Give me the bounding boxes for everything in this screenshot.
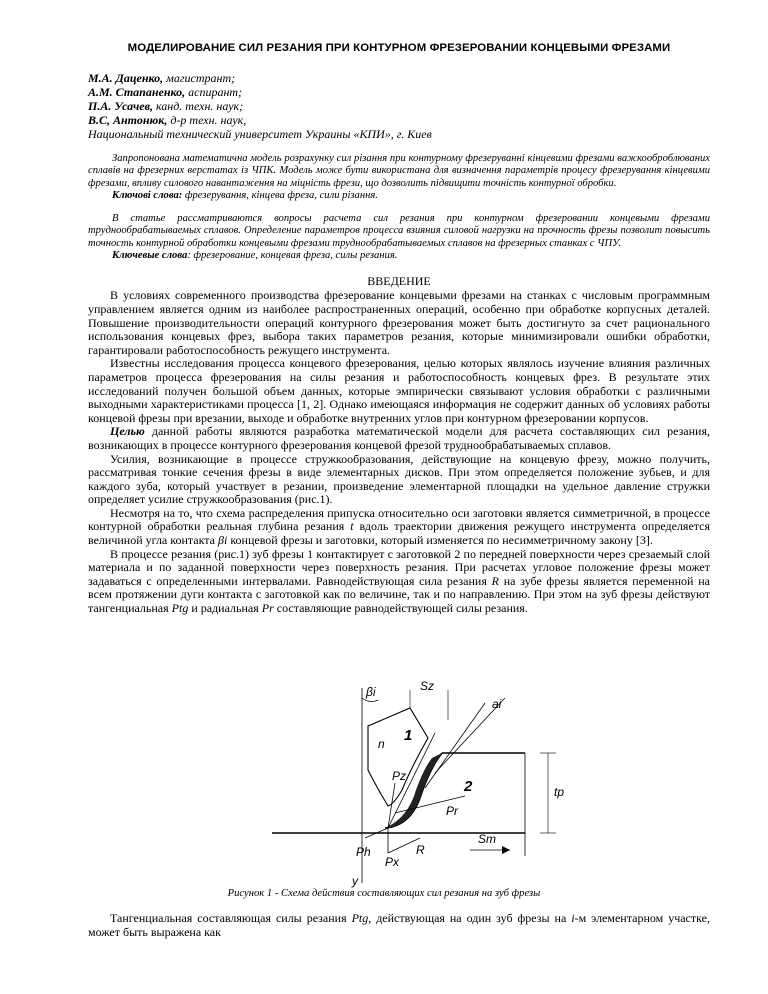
author-line bbox=[88, 113, 710, 127]
paragraph-text: Тангенциальная составляющая силы резания bbox=[110, 911, 352, 925]
paragraph: Известны исследования процесса концевого фрезерования, целью которых являлось изучение влияния различных параметров процесса фрезерования на силы резания и работоспособность концевых фрез. В результате этих исследований получен большой объем данных, которые эмпирически связывают условия обработки с различными выходными характеристиками процесса [1, 2]. Однако имеющаяся информация не содержит данных об условиях работы концевой фрезы при врезании, выходе и обработке внутренних углов при контурном фрезеровании корпусов. bbox=[88, 356, 710, 425]
symbol: Pr bbox=[261, 601, 274, 616]
label-px: Px bbox=[385, 855, 400, 869]
symbol: βi bbox=[218, 533, 228, 548]
paragraph-text: составляющие равнодействующей силы резания. bbox=[273, 601, 528, 616]
author-role: аспирант; bbox=[185, 85, 243, 99]
paragraph-text: -м элементарном участке, может быть выражена как bbox=[88, 911, 710, 939]
keywords-text: : фрезерование, концевая фреза, силы резания. bbox=[187, 250, 398, 262]
label-r: R bbox=[416, 843, 425, 857]
direction-line-a bbox=[425, 703, 485, 788]
keywords-text: фрезерування, кінцева фреза, сили різання. bbox=[182, 189, 378, 201]
symbol: t bbox=[350, 519, 354, 534]
label-tooth-1: 1 bbox=[404, 727, 413, 744]
label-ph: Ph bbox=[356, 845, 371, 859]
label-y: y bbox=[352, 874, 358, 888]
label-sz: Sz bbox=[420, 679, 435, 693]
paragraph-text: В процессе резания (рис.1) зуб фрезы 1 контактирует с заготовкой 2 по передней поверхности через срезаемый слой материала и по заданной поверхности через поверхность резания. При расчетах угловое положение фрезы может задаваться с определенными интервалами. Равнодействующая сила резания bbox=[88, 546, 710, 588]
paragraph bbox=[88, 507, 710, 548]
keywords-label: Ключові слова: bbox=[112, 189, 183, 201]
label-tp: tp bbox=[554, 785, 565, 799]
article bbox=[88, 34, 710, 616]
keywords-ua bbox=[88, 190, 710, 202]
paragraph-text: на зубе фрезы является переменной на всем протяжении дуги контакта с заготовкой как по величине, так и по направлению. При этом на зуб фрезы действуют тангенциальная bbox=[88, 573, 710, 616]
author-role: д-р техн. наук, bbox=[167, 113, 247, 127]
paragraph: Усилия, возникающие в процессе стружкообразования, действующие на концевую фрезу, можно получить, рассматривая тонкие сечения фрезы в виде элементарных дисков. При этом определяется положение зубьев, и для каждого зуба, который участвует в резании, произведение элементарной площадки на удельное давление стружки определяет усилие стружкообразования (рис.1). bbox=[88, 451, 710, 507]
paragraph-text: концевой фрезы и заготовки, который изменяется по несимметричному закону [3]. bbox=[227, 533, 653, 548]
author-line bbox=[88, 99, 710, 113]
abstract-ua: Запропонована математична модель розрахунку сил різання при контурному фрезеруванні кінцевими фрезами важкооброблюваних сплавів на фрезерних верстатах із ЧПК. Модель може бути використана для визначення параметрів процесу фрезерування кінцевими фрезами, впливу силового навантаження на міцність фрези, що дозволить підвищити точність контурної обробки. bbox=[88, 153, 710, 189]
paragraph-text: и радиальная bbox=[188, 601, 262, 616]
author-list bbox=[88, 71, 710, 141]
abstract-ru: В статье рассматриваются вопросы расчета сил резания при контурном фрезеровании концевыми фрезами труднообрабатываемых сплавов. Определение параметров процесса взияния силовой нагрузки на прочность фрезы позволит повысить точность контурной обработки концевыми фрезами труднообрабатываемых сплавов на фрезерных станках с ЧПУ. bbox=[88, 213, 710, 249]
label-pr: Pr bbox=[446, 804, 458, 818]
label-sm: Sm bbox=[478, 832, 496, 846]
author-name: А.М. Стапаненко, bbox=[88, 85, 186, 99]
keywords-ru bbox=[88, 250, 710, 262]
symbol: i bbox=[571, 911, 575, 925]
symbol: Ptg bbox=[171, 601, 189, 616]
paragraph-text: Несмотря на то, что схема распределения припуска относительно оси заготовки является симметричной, в процессе контурной обработки реальная глубина резания bbox=[88, 505, 710, 534]
author-line bbox=[88, 85, 710, 99]
paragraph bbox=[88, 548, 710, 616]
author-name: В.С, Антонюк, bbox=[88, 113, 168, 127]
author-role: магистрант; bbox=[163, 71, 236, 85]
author-name: М.А. Даценко, bbox=[88, 71, 164, 85]
paragraph: В условиях современного производства фрезерование концевыми фрезами на станках с числовым программным управлением является одним из наиболее распространенных операций, особенно при обработке корпусных деталей. Повышение производительности операций контурного фрезерования может быть достигнуто за счет рационального использования концевых фрез, выбора таких параметров резания, которые минимизировали ошибки обработки, гарантировали работоспособность режущего инструмента. bbox=[88, 288, 710, 357]
figure-caption: Рисунок 1 - Схема действия составляющих сил резания на зуб фрезы bbox=[227, 888, 541, 899]
section-heading: ВВЕДЕНИЕ bbox=[367, 274, 431, 289]
author-name: П.А. Усачев, bbox=[88, 99, 153, 113]
label-beta: βi bbox=[366, 685, 376, 699]
symbol: Ptg bbox=[351, 911, 369, 925]
paragraph-text: данной работы являются разработка математической модели для расчета составляющих сил резания, возникающих в процессе контурного фрезерования концевой фрезой труднообрабатываемых сплавов. bbox=[88, 424, 710, 452]
author-role: канд. техн. наук; bbox=[152, 99, 244, 113]
figure-cutting-forces-diagram bbox=[180, 678, 580, 888]
feed-arrow-head bbox=[502, 846, 510, 854]
article-title: МОДЕЛИРОВАНИЕ СИЛ РЕЗАНИЯ ПРИ КОНТУРНОМ ФРЕЗЕРОВАНИИ КОНЦЕВЫМИ ФРЕЗАМИ bbox=[127, 42, 671, 54]
paragraph-text: , действующая на один зуб фрезы на bbox=[368, 911, 572, 925]
paragraph-text: вдоль траектории движения режущего инструмента определяется величиной угла контакта bbox=[88, 519, 711, 548]
post-figure-text bbox=[88, 912, 710, 939]
author-line bbox=[88, 71, 710, 85]
label-n: n bbox=[378, 737, 385, 751]
symbol: R bbox=[491, 573, 499, 588]
paragraph bbox=[88, 425, 710, 452]
paragraph-lead: Целью bbox=[110, 424, 145, 439]
label-ai: ai bbox=[492, 697, 502, 711]
label-pz: Pz bbox=[392, 769, 407, 783]
label-workpiece-2: 2 bbox=[464, 778, 473, 795]
paragraph bbox=[88, 912, 710, 939]
keywords-label: Ключевые слова bbox=[112, 250, 188, 262]
institution: Национальный технический университет Украины «КПИ», г. Киев bbox=[88, 127, 432, 141]
